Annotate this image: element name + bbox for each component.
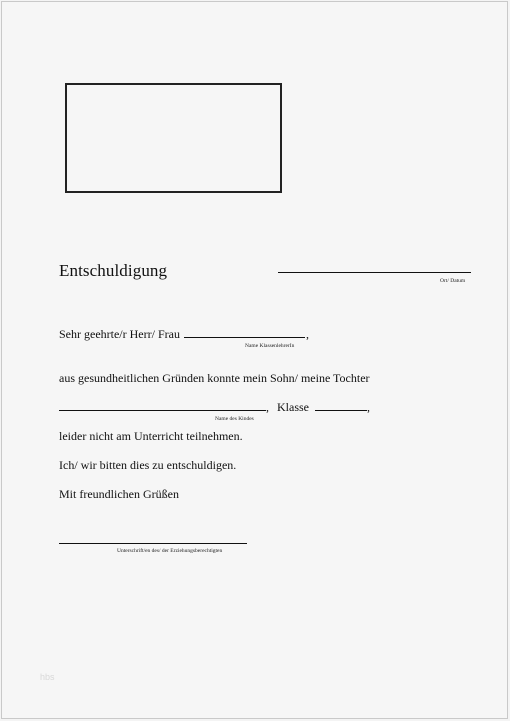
teacher-name-line	[184, 337, 305, 338]
body-line-1: aus gesundheitlichen Gründen konnte mein Sohn/ meine Tochter	[59, 371, 370, 385]
body-line-2: leider nicht am Unterricht teilnehmen.	[59, 429, 243, 443]
child-name-line	[59, 410, 266, 411]
child-name-label: Name des Kindes	[215, 416, 254, 422]
body-line-3: Ich/ wir bitten dies zu entschuldigen.	[59, 458, 237, 472]
class-comma: ,	[367, 400, 370, 414]
child-comma: ,	[266, 400, 269, 414]
salutation-text: Sehr geehrte/r Herr/ Frau	[59, 327, 180, 341]
date-place-line	[278, 272, 471, 273]
signature-line	[59, 543, 247, 544]
watermark: hbs	[40, 672, 55, 682]
document-title: Entschuldigung	[59, 261, 168, 280]
closing-text: Mit freundlichen Grüßen	[59, 487, 179, 501]
signature-label: Unterschrift/en des/ der Erziehungsberechtigten	[117, 548, 223, 554]
address-box	[65, 83, 282, 193]
class-line	[315, 410, 367, 411]
document-page	[1, 1, 508, 719]
teacher-name-label: Name KlassenlehrerIn	[245, 343, 295, 349]
date-place-label: Ort/ Datum	[440, 278, 466, 284]
class-label: Klasse	[277, 400, 309, 414]
salutation-comma: ,	[306, 327, 309, 341]
